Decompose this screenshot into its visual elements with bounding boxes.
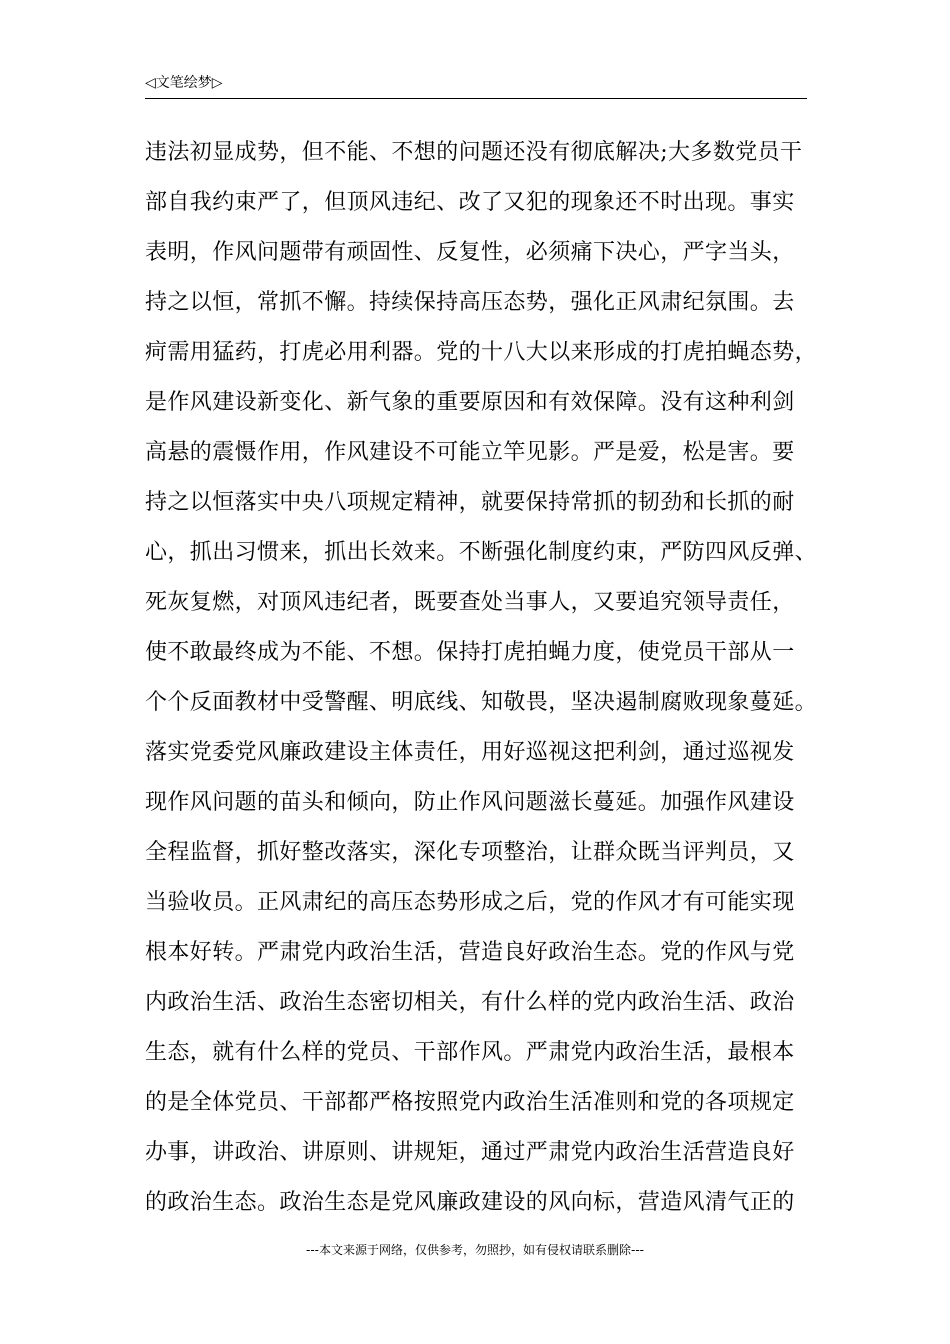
text-line: 使不敢最终成为不能、不想。保持打虎拍蝇力度，使党员干部从一 bbox=[145, 640, 795, 665]
text-line: 心，抓出习惯来，抓出长效来。不断强化制度约束，严防四风反弹、 bbox=[145, 540, 818, 565]
text-line: 的是全体党员、干部都严格按照党内政治生活准则和党的各项规定 bbox=[145, 1090, 795, 1115]
body-text bbox=[145, 128, 835, 1228]
text-line: 持之以恒，常抓不懈。持续保持高压态势，强化正风肃纪氛围。去 bbox=[145, 290, 795, 315]
text-line: 是作风建设新变化、新气象的重要原因和有效保障。没有这种利剑 bbox=[145, 390, 795, 415]
text-line: 持之以恒落实中央八项规定精神，就要保持常抓的韧劲和长抓的耐 bbox=[145, 490, 795, 515]
header-title: ◁文笔绘梦▷ bbox=[145, 75, 223, 91]
text-line: 生态，就有什么样的党员、干部作风。严肃党内政治生活，最根本 bbox=[145, 1040, 795, 1065]
text-line: 死灰复燃，对顶风违纪者，既要查处当事人，又要追究领导责任， bbox=[145, 590, 795, 615]
page-header bbox=[145, 72, 807, 99]
text-line: 内政治生活、政治生态密切相关，有什么样的党内政治生活、政治 bbox=[145, 990, 795, 1015]
footer-notice: ---本文来源于网络，仅供参考，勿照抄，如有侵权请联系删除--- bbox=[306, 1243, 644, 1257]
text-line: 落实党委党风廉政建设主体责任，用好巡视这把利剑，通过巡视发 bbox=[145, 740, 795, 765]
text-line: 违法初显成势，但不能、不想的问题还没有彻底解决;大多数党员干 bbox=[145, 140, 803, 165]
text-line: 疴需用猛药，打虎必用利器。党的十八大以来形成的打虎拍蝇态势， bbox=[145, 340, 818, 365]
text-line: 部自我约束严了，但顶风违纪、改了又犯的现象还不时出现。事实 bbox=[145, 190, 795, 215]
page-footer bbox=[0, 1242, 950, 1258]
text-line: 全程监督，抓好整改落实，深化专项整治，让群众既当评判员，又 bbox=[145, 840, 795, 865]
text-line: 高悬的震慑作用，作风建设不可能立竿见影。严是爱，松是害。要 bbox=[145, 440, 795, 465]
text-line: 个个反面教材中受警醒、明底线、知敬畏，坚决遏制腐败现象蔓延。 bbox=[145, 690, 818, 715]
text-line: 根本好转。严肃党内政治生活，营造良好政治生态。党的作风与党 bbox=[145, 940, 795, 965]
text-line: 的政治生态。政治生态是党风廉政建设的风向标，营造风清气正的 bbox=[145, 1190, 795, 1215]
text-line: 现作风问题的苗头和倾向，防止作风问题滋长蔓延。加强作风建设 bbox=[145, 790, 795, 815]
text-line: 表明，作风问题带有顽固性、反复性，必须痛下决心，严字当头， bbox=[145, 240, 795, 265]
text-line: 当验收员。正风肃纪的高压态势形成之后，党的作风才有可能实现 bbox=[145, 890, 795, 915]
text-line: 办事，讲政治、讲原则、讲规矩，通过严肃党内政治生活营造良好 bbox=[145, 1140, 795, 1165]
